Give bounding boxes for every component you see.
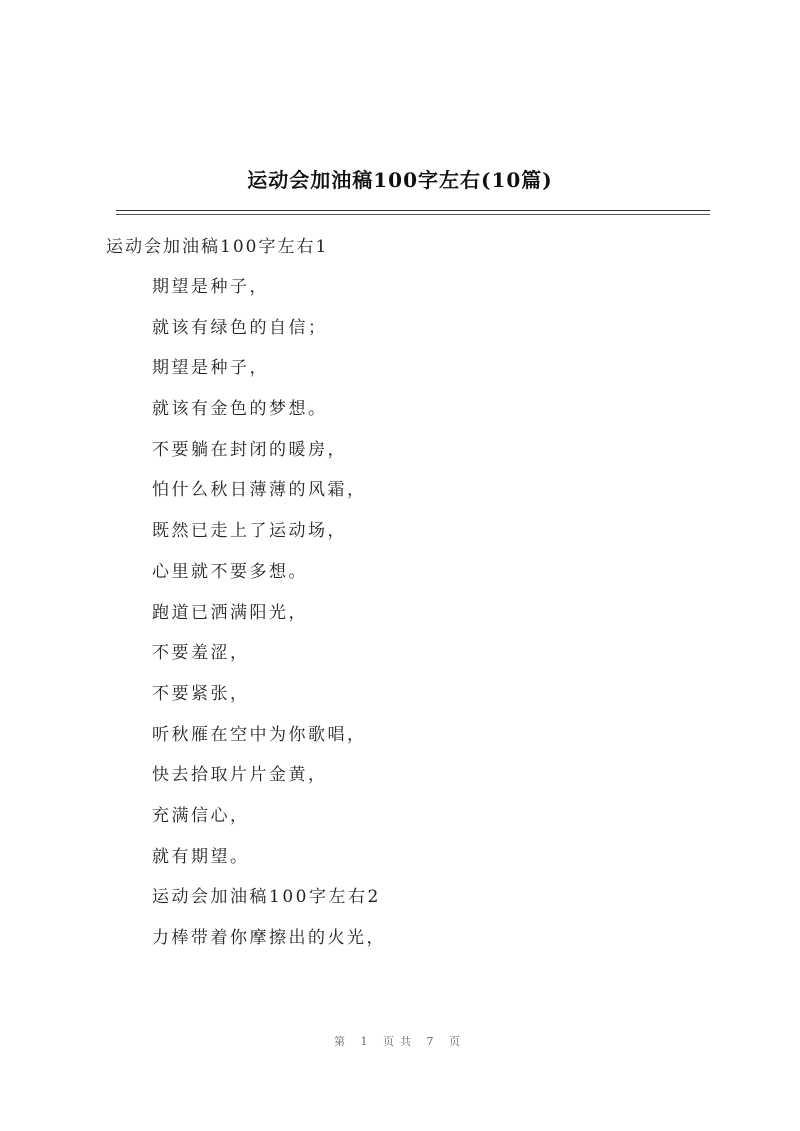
poem-line: 不要躺在封闭的暖房， <box>152 439 347 460</box>
poem-line: 期望是种子， <box>152 277 269 297</box>
poem-line: 就该有金色的梦想。 <box>152 399 328 420</box>
poem-line: 怕什么秋日薄薄的风霜， <box>152 480 367 501</box>
poem-line: 不要紧张， <box>152 683 250 704</box>
page-indicator: 第 1 页共 7 页 <box>334 1035 466 1048</box>
section-heading: 运动会加油稿100字左右1 <box>106 237 329 257</box>
poem-line: 就有期望。 <box>152 846 250 867</box>
poem-line: 充满信心， <box>152 805 250 826</box>
poem-line: 期望是种子， <box>152 358 269 379</box>
poem-line: 跑道已洒满阳光， <box>152 602 308 623</box>
poem-line: 就该有绿色的自信； <box>152 317 328 338</box>
poem-line: 既然已走上了运动场， <box>152 521 347 542</box>
title-divider-secondary <box>116 214 710 215</box>
poem-line: 心里就不要多想。 <box>152 561 308 582</box>
poem-lines <box>152 272 386 964</box>
poem-line: 快去拾取片片金黄， <box>152 765 328 786</box>
poem-line: 力棒带着你摩擦出的火光， <box>152 928 386 948</box>
poem-line: 听秋雁在空中为你歌唱， <box>152 724 367 745</box>
title-divider <box>116 210 710 211</box>
document-title: 运动会加油稿100字左右(10篇) <box>247 168 553 192</box>
subsection-heading: 运动会加油稿100字左右2 <box>152 887 381 908</box>
poem-line: 不要羞涩， <box>152 643 250 664</box>
